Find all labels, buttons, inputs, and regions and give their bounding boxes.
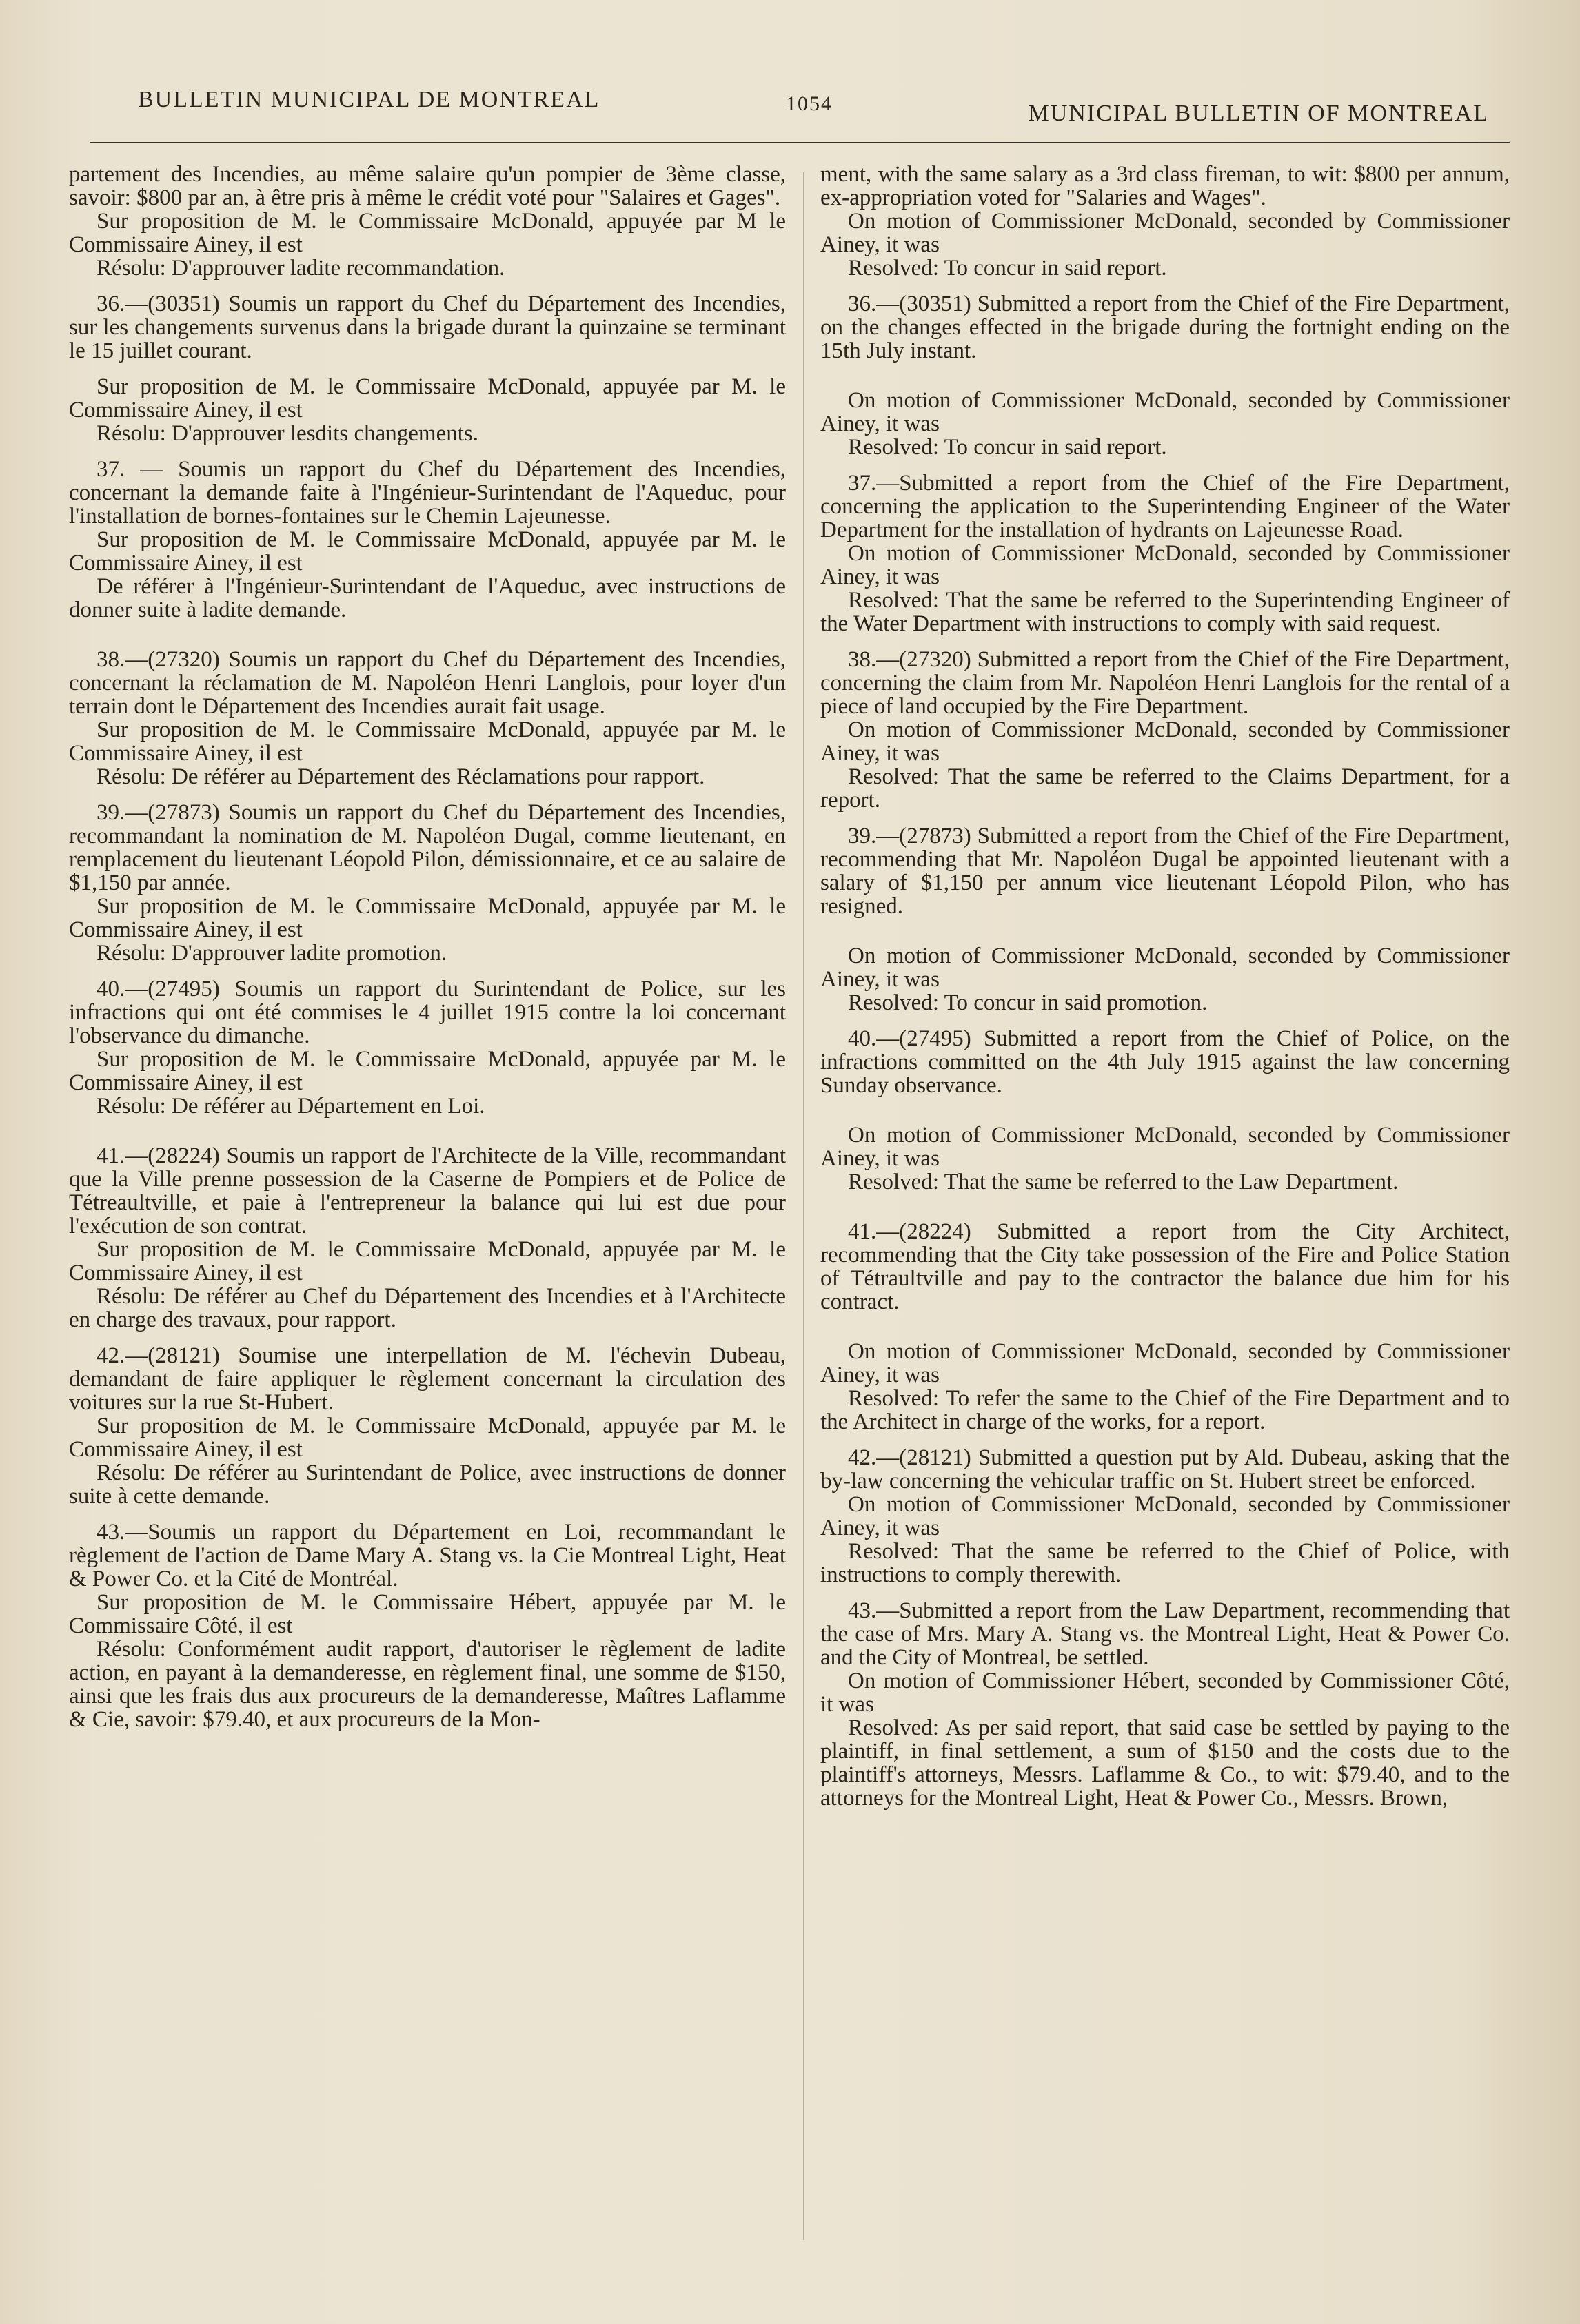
paragraph: 41.—(28224) Submitted a report from the City Architect, recommending that the City take possession of the Fire and Police Station of Tétraultville and pay to the contractor the balance due him for his contract. — [820, 1219, 1510, 1314]
paragraph: Résolu: De référer au Département en Loi. — [97, 1094, 485, 1119]
paragraph: Sur proposition de M. le Commissaire McDonald, appuyée par M. le Commissaire Ainey, il est — [69, 717, 786, 766]
paragraph: 42.—(28121) Submitted a question put by Ald. Dubeau, asking that the by-law concerning the vehicular traffic on St. Hubert street be enforced. — [820, 1445, 1510, 1494]
paragraph: On motion of Commissioner McDonald, seconded by Commissioner Ainey, it was — [820, 717, 1510, 766]
paragraph: Résolu: D'approuver ladite recommandation. — [97, 256, 505, 281]
paragraph: On motion of Commissioner McDonald, seconded by Commissioner Ainey, it was — [820, 1492, 1510, 1540]
header-rule — [90, 142, 1510, 143]
paragraph: Resolved: To concur in said report. — [848, 435, 1167, 460]
paragraph: 42.—(28121) Soumise une interpellation de M. l'échevin Dubeau, demandant de faire appliquer le règlement concernant la circulation des voitures sur la rue St-Hubert. — [69, 1343, 786, 1415]
paragraph: On motion of Commissioner Hébert, seconded by Commissioner Côté, it was — [820, 1669, 1510, 1717]
paragraph: 40.—(27495) Soumis un rapport du Surintendant de Police, sur les infractions qui ont été commises le 4 juillet 1915 contre la loi concernant l'observance du dimanche. — [69, 977, 786, 1048]
paragraph: 39.—(27873) Soumis un rapport du Chef du Département des Incendies, recommandant la nomination de M. Napoléon Dugal, comme lieutenant, en remplacement du lieutenant Léopold Pilon, démissionnaire, et ce au salaire de $1,150 par année. — [69, 800, 786, 895]
column-divider — [803, 172, 804, 2240]
paragraph: 43.—Submitted a report from the Law Department, recommending that the case of Mrs. Mary A. Stang vs. the Montreal Light, Heat & Power Co. and the City of Montreal, be settled. — [820, 1598, 1510, 1670]
paragraph: On motion of Commissioner McDonald, seconded by Commissioner Ainey, it was — [820, 209, 1510, 257]
paragraph: 39.—(27873) Submitted a report from the Chief of the Fire Department, recommending that Mr. Napoléon Dugal be appointed lieutenant with a salary of $1,150 per annum vice lieutenant Léopold Pilon, who has resigned. — [820, 824, 1510, 919]
paragraph: 43.—Soumis un rapport du Département en Loi, recommandant le règlement de l'action de Dame Mary A. Stang vs. la Cie Montreal Light, Heat & Power Co. et la Cité de Montréal. — [69, 1520, 786, 1591]
paragraph: Sur proposition de M. le Commissaire McDonald, appuyée par M. le Commissaire Ainey, il est — [69, 1237, 786, 1285]
paragraph: Sur proposition de M. le Commissaire McDonald, appuyée par M. le Commissaire Ainey, il est — [69, 1414, 786, 1462]
french-column — [69, 163, 786, 1731]
page-header — [138, 87, 1489, 128]
paragraph: ment, with the same salary as a 3rd class fireman, to wit: $800 per annum, ex-appropriation voted for "Salaries and Wages". — [820, 162, 1510, 210]
paragraph: 36.—(30351) Submitted a report from the Chief of the Fire Department, on the changes effected in the brigade during the fortnight ending on the 15th July instant. — [820, 292, 1510, 363]
paragraph: On motion of Commissioner McDonald, seconded by Commissioner Ainey, it was — [820, 944, 1510, 992]
paragraph: De référer à l'Ingénieur-Surintendant de l'Aqueduc, avec instructions de donner suite à ladite demande. — [69, 574, 786, 622]
paragraph: Resolved: That the same be referred to the Chief of Police, with instructions to comply therewith. — [820, 1539, 1510, 1587]
paragraph: Résolu: De référer au Chef du Département des Incendies et à l'Architecte en charge des travaux, pour rapport. — [69, 1284, 786, 1332]
paragraph: 38.—(27320) Submitted a report from the Chief of the Fire Department, concerning the claim from Mr. Napoléon Henri Langlois for the rental of a piece of land occupied by the Fire Department. — [820, 647, 1510, 719]
paragraph: On motion of Commissioner McDonald, seconded by Commissioner Ainey, it was — [820, 541, 1510, 589]
paragraph: On motion of Commissioner McDonald, seconded by Commissioner Ainey, it was — [820, 1339, 1510, 1387]
header-title-english: MUNICIPAL BULLETIN OF MONTREAL — [1028, 101, 1489, 126]
paragraph: Resolved: That the same be referred to the Superintending Engineer of the Water Department with instructions to comply with said request. — [820, 588, 1510, 636]
paragraph: 37. — Soumis un rapport du Chef du Département des Incendies, concernant la demande faite à l'Ingénieur-Surintendant de l'Aqueduc, pour l'installation de bornes-fontaines sur le Chemin Lajeunesse. — [69, 457, 786, 529]
paragraph: partement des Incendies, au même salaire qu'un pompier de 3ème classe, savoir: $800 par an, à être pris à même le crédit voté pour "Salaires et Gages". — [69, 162, 786, 210]
paragraph: 40.—(27495) Submitted a report from the Chief of Police, on the infractions committed on the 4th July 1915 against the law concerning Sunday observance. — [820, 1026, 1510, 1098]
paragraph: Resolved: That the same be referred to the Claims Department, for a report. — [820, 764, 1510, 813]
paragraph: Resolved: That the same be referred to the Law Department. — [848, 1170, 1399, 1194]
paragraph: Resolved: To concur in said report. — [848, 256, 1167, 281]
paragraph: Résolu: D'approuver ladite promotion. — [97, 941, 447, 966]
paragraph: 37.—Submitted a report from the Chief of the Fire Department, concerning the application to the Superintending Engineer of the Water Department for the installation of hydrants on Lajeunesse Road. — [820, 471, 1510, 542]
header-title-french: BULLETIN MUNICIPAL DE MONTREAL — [138, 87, 600, 112]
paragraph: Sur proposition de M. le Commissaire McDonald, appuyée par M. le Commissaire Ainey, il est — [69, 894, 786, 942]
paragraph: Résolu: D'approuver lesdits changements. — [97, 421, 478, 446]
paragraph: 38.—(27320) Soumis un rapport du Chef du Département des Incendies, concernant la réclamation de M. Napoléon Henri Langlois, pour loyer d'un terrain dont le Département des Incendies aurait fait usage. — [69, 647, 786, 719]
paragraph: On motion of Commissioner McDonald, seconded by Commissioner Ainey, it was — [820, 388, 1510, 436]
english-column — [820, 163, 1510, 1810]
paragraph: Sur proposition de M. le Commissaire McDonald, appuyée par M. le Commissaire Ainey, il est — [69, 374, 786, 422]
paragraph: Résolu: Conformément audit rapport, d'autoriser le règlement de ladite action, en payant à la demanderesse, en règlement final, une somme de $150, ainsi que les frais dus aux procureurs de la demanderesse, Maîtres Laflamme & Cie, savoir: $79.40, et aux procureurs de la Mon- — [69, 1637, 786, 1732]
paragraph: Sur proposition de M. le Commissaire McDonald, appuyée par M le Commissaire Ainey, il est — [69, 209, 786, 257]
paragraph: 41.—(28224) Soumis un rapport de l'Architecte de la Ville, recommandant que la Ville prenne possession de la Caserne de Pompiers et de Police de Tétreaultville, et paie à l'entrepreneur la balance qui lui est due pour l'exécution de son contrat. — [69, 1143, 786, 1239]
paragraph: Résolu: De référer au Surintendant de Police, avec instructions de donner suite à cette demande. — [69, 1460, 786, 1509]
paragraph: On motion of Commissioner McDonald, seconded by Commissioner Ainey, it was — [820, 1123, 1510, 1171]
page-number: 1054 — [786, 92, 833, 115]
paragraph: Sur proposition de M. le Commissaire McDonald, appuyée par M. le Commissaire Ainey, il est — [69, 1047, 786, 1095]
paragraph: Resolved: To refer the same to the Chief of the Fire Department and to the Architect in charge of the works, for a report. — [820, 1386, 1510, 1434]
paragraph: Resolved: To concur in said promotion. — [848, 990, 1208, 1015]
paragraph: 36.—(30351) Soumis un rapport du Chef du Département des Incendies, sur les changements survenus dans la brigade durant la quinzaine se terminant le 15 juillet courant. — [69, 292, 786, 363]
paragraph: Sur proposition de M. le Commissaire Hébert, appuyée par M. le Commissaire Côté, il est — [69, 1590, 786, 1638]
paragraph: Résolu: De référer au Département des Réclamations pour rapport. — [97, 764, 705, 789]
paragraph: Resolved: As per said report, that said case be settled by paying to the plaintiff, in final settlement, a sum of $150 and the costs due to the plaintiff's attorneys, Messrs. Laflamme & Co., to wit: $79.40, and to the attorneys for the Montreal Light, Heat & Power Co., Messrs. Brown, — [820, 1715, 1510, 1811]
paragraph: Sur proposition de M. le Commissaire McDonald, appuyée par M. le Commissaire Ainey, il est — [69, 527, 786, 575]
